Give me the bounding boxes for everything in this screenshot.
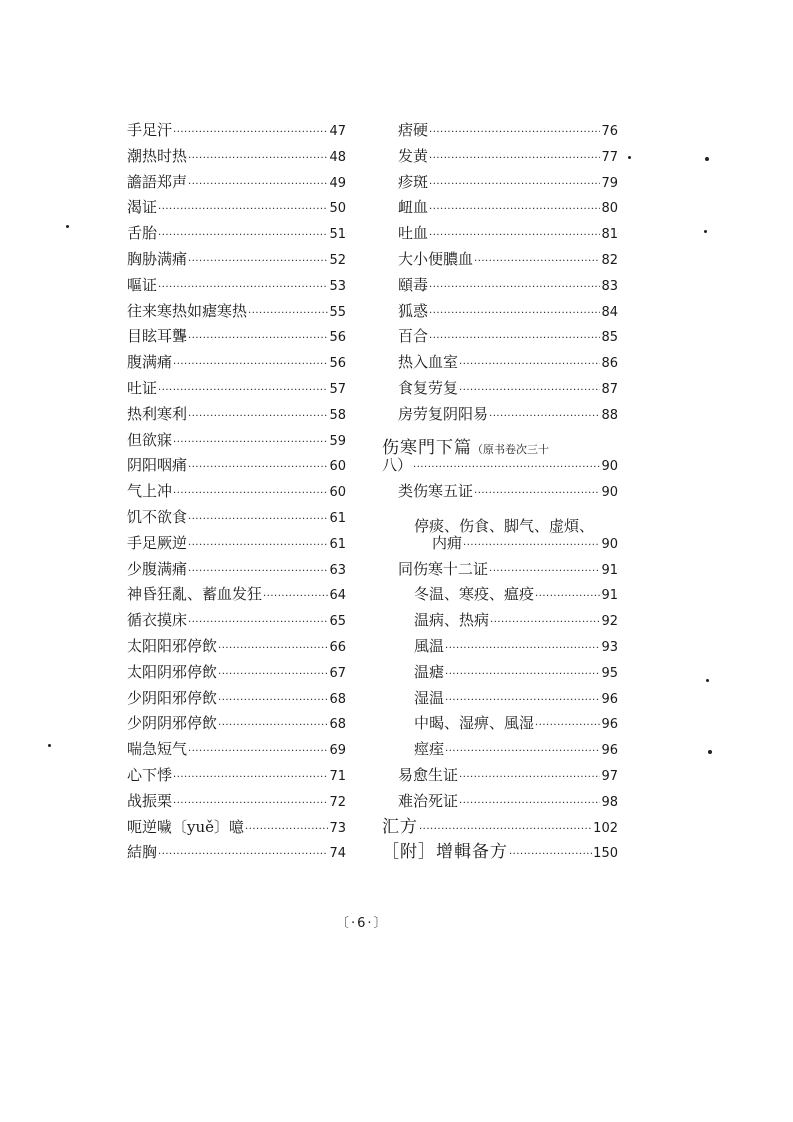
toc-entry-page: 52 xyxy=(329,252,346,268)
toc-entry-page: 65 xyxy=(329,614,346,630)
scan-speck xyxy=(628,156,631,159)
toc-entry-title: 痞硬 xyxy=(398,121,429,139)
dot-leader xyxy=(459,765,600,791)
scan-speck xyxy=(704,230,707,233)
dot-leader xyxy=(188,739,328,765)
toc-entry-title: 发黄 xyxy=(398,146,429,165)
dot-leader xyxy=(595,505,617,531)
dot-leader xyxy=(535,584,600,610)
toc-entry-page: 73 xyxy=(329,820,346,836)
toc-entry-page: 47 xyxy=(329,124,346,139)
dot-leader xyxy=(413,455,600,481)
toc-entry-title: 气上冲 xyxy=(127,482,173,501)
toc-entry-title: 伤寒門下篇 xyxy=(382,438,472,459)
toc-entry-page: 96 xyxy=(601,743,618,759)
toc-entry-title: 目眩耳聾 xyxy=(127,327,188,346)
toc-entry xyxy=(127,557,346,583)
toc-entry-title: 八） xyxy=(382,456,413,475)
toc-entry-page: 71 xyxy=(329,768,346,784)
toc-entry-page: 56 xyxy=(329,356,346,372)
dot-leader xyxy=(429,326,600,352)
dot-leader xyxy=(173,765,328,791)
toc-entry xyxy=(382,170,618,196)
toc-entry xyxy=(382,479,618,505)
toc-entry-title: 大小便膿血 xyxy=(398,249,474,268)
dot-leader xyxy=(158,275,328,301)
dot-leader xyxy=(429,275,600,301)
toc-entry-page: 90 xyxy=(601,459,618,475)
toc-entry-title: 冬温、寒疫、瘟疫 xyxy=(414,585,535,604)
dot-leader xyxy=(429,301,600,327)
toc-entry xyxy=(127,118,346,144)
dot-leader xyxy=(188,455,328,481)
dot-leader xyxy=(445,662,600,688)
toc-entry-page: 74 xyxy=(329,846,346,862)
scan-speck xyxy=(706,679,709,682)
toc-entry xyxy=(127,428,346,454)
toc-entry-title: 衄血 xyxy=(398,198,429,217)
dot-leader xyxy=(173,430,328,456)
toc-entry xyxy=(127,273,346,299)
dot-leader xyxy=(188,610,328,636)
toc-entry xyxy=(127,479,346,505)
toc-entry xyxy=(127,350,346,376)
toc-entry-title: 潮热时热 xyxy=(127,146,188,165)
toc-entry xyxy=(382,118,618,144)
toc-entry-title: 手足厥逆 xyxy=(127,533,188,552)
dot-leader xyxy=(459,378,600,404)
toc-entry-title: 吐证 xyxy=(127,378,158,397)
toc-entry-page: 53 xyxy=(329,278,346,294)
toc-entry-title: 狐惑 xyxy=(398,301,429,320)
toc-entry-title: 神昏狂亂、蓄血发狂 xyxy=(127,585,263,604)
toc-entry-page: 61 xyxy=(329,510,346,526)
toc-entry-title: 呃逆噦〔yuě〕噫 xyxy=(127,817,245,836)
toc-entry-title: 易愈生证 xyxy=(398,765,459,784)
toc-entry xyxy=(127,144,346,170)
toc-entry xyxy=(382,221,618,247)
toc-entry-note: （原书卷次三十 xyxy=(472,443,549,457)
toc-entry-title: 腹满痛 xyxy=(127,353,173,372)
toc-entry-title: 温病、热病 xyxy=(414,611,490,630)
toc-entry-title: 少阴阴邪停飲 xyxy=(127,714,218,733)
dot-leader xyxy=(245,817,328,843)
toc-entry-page: 61 xyxy=(329,536,346,552)
toc-entry xyxy=(382,840,618,866)
toc-entry xyxy=(127,324,346,350)
toc-entry xyxy=(382,402,618,428)
toc-entry xyxy=(382,660,618,686)
toc-entry xyxy=(127,815,346,841)
scan-speck xyxy=(708,750,712,754)
dot-leader xyxy=(158,842,328,868)
toc-entry xyxy=(382,737,618,763)
toc-entry-title: ［附］增輯备方 xyxy=(382,842,508,863)
toc-entry xyxy=(127,763,346,789)
dot-leader xyxy=(188,146,328,172)
dot-leader xyxy=(218,636,328,662)
toc-entry xyxy=(382,582,618,608)
toc-entry-title: 風温 xyxy=(414,636,445,655)
toc-entry-title: 食复劳复 xyxy=(398,378,459,397)
toc-entry xyxy=(127,195,346,221)
toc-entry xyxy=(127,840,346,866)
toc-entry-title: 饥不欲食 xyxy=(127,507,188,526)
dot-leader xyxy=(474,249,600,275)
toc-entry-page: 57 xyxy=(329,381,346,397)
toc-entry-page: 69 xyxy=(329,743,346,759)
toc-entry xyxy=(382,299,618,325)
toc-entry xyxy=(127,582,346,608)
dot-leader xyxy=(188,404,328,430)
toc-entry-page: 90 xyxy=(601,485,618,501)
toc-entry-page: 86 xyxy=(601,356,618,372)
toc-entry-title: 难治死证 xyxy=(398,791,459,810)
toc-entry-page: 79 xyxy=(601,175,618,191)
toc-entry-page: 85 xyxy=(601,330,618,346)
toc-entry-title: 中暍、湿痹、風湿 xyxy=(414,714,535,733)
scan-speck xyxy=(48,744,51,747)
toc-entry-page: 67 xyxy=(329,665,346,681)
toc-entry-page: 92 xyxy=(601,614,618,630)
toc-entry-page: 87 xyxy=(601,381,618,397)
toc-entry-page: 90 xyxy=(601,536,618,552)
scan-speck xyxy=(705,157,709,161)
toc-entry xyxy=(382,144,618,170)
dot-leader xyxy=(248,301,328,327)
toc-entry xyxy=(127,170,346,196)
toc-entry xyxy=(127,376,346,402)
dot-leader xyxy=(218,662,328,688)
toc-entry-page: 64 xyxy=(329,588,346,604)
toc-entry-page: 49 xyxy=(329,175,346,191)
toc-entry-page: 59 xyxy=(329,433,346,449)
dot-leader xyxy=(173,481,328,507)
toc-entry-title: 湿温 xyxy=(414,688,445,707)
toc-entry-page: 88 xyxy=(601,407,618,423)
dot-leader xyxy=(419,817,592,843)
dot-leader xyxy=(218,688,328,714)
toc-entry-title: 舌胎 xyxy=(127,224,158,243)
toc-entry-title: 心下悸 xyxy=(127,765,173,784)
dot-leader xyxy=(173,120,328,146)
toc-entry xyxy=(127,660,346,686)
dot-leader xyxy=(188,507,328,533)
toc-left-column xyxy=(127,118,346,866)
toc-entry xyxy=(382,789,618,815)
toc-entry-title: 手足汗 xyxy=(127,121,173,139)
toc-entry xyxy=(127,711,346,737)
toc-entry-title: 房劳复阴阳易 xyxy=(398,404,489,423)
dot-leader xyxy=(429,223,600,249)
toc-entry xyxy=(382,686,618,712)
toc-entry-title: 但欲寐 xyxy=(127,430,173,449)
toc-entry xyxy=(382,711,618,737)
toc-entry-title: 战振栗 xyxy=(127,791,173,810)
toc-entry-page: 81 xyxy=(601,227,618,243)
toc-entry-page: 91 xyxy=(601,562,618,578)
toc-entry xyxy=(127,505,346,531)
toc-entry-title: 阴阳咽痛 xyxy=(127,456,188,475)
toc-entry xyxy=(127,299,346,325)
toc-entry xyxy=(127,789,346,815)
toc-entry-page: 83 xyxy=(601,278,618,294)
toc-entry xyxy=(127,531,346,557)
dot-leader xyxy=(445,688,600,714)
toc-entry-page: 48 xyxy=(329,149,346,165)
dot-leader xyxy=(509,842,592,868)
toc-entry xyxy=(382,634,618,660)
dot-leader xyxy=(158,378,328,404)
toc-entry-page: 102 xyxy=(593,820,618,836)
toc-entry-page: 150 xyxy=(593,846,618,862)
dot-leader xyxy=(459,352,600,378)
toc-entry xyxy=(127,686,346,712)
toc-entry-title: 嘔证 xyxy=(127,275,158,294)
toc-entry-page: 96 xyxy=(601,691,618,707)
toc-entry-page: 82 xyxy=(601,252,618,268)
toc-entry-title: 譫語郑声 xyxy=(127,172,188,191)
toc-entry xyxy=(382,350,618,376)
toc-entry-title: 热入血室 xyxy=(398,353,459,372)
toc-entry-page: 93 xyxy=(601,639,618,655)
dot-leader xyxy=(489,404,600,430)
toc-entry-page: 55 xyxy=(329,304,346,320)
toc-entry-page: 63 xyxy=(329,562,346,578)
dot-leader xyxy=(158,197,328,223)
toc-entry-title: 百合 xyxy=(398,327,429,346)
scan-speck xyxy=(66,225,69,228)
toc-entry-page: 51 xyxy=(329,227,346,243)
dot-leader xyxy=(463,533,600,559)
toc-entry-page: 95 xyxy=(601,665,618,681)
toc-entry-page: 72 xyxy=(329,794,346,810)
toc-entry-page: 91 xyxy=(601,588,618,604)
toc-entry xyxy=(382,815,618,841)
toc-entry-page: 60 xyxy=(329,459,346,475)
toc-entry-title: 喘急短气 xyxy=(127,740,188,759)
toc-entry-page: 66 xyxy=(329,639,346,655)
toc-entry xyxy=(382,763,618,789)
toc-entry-title: 内痈 xyxy=(432,533,463,552)
toc-entry-title: 循衣摸床 xyxy=(127,611,188,630)
dot-leader xyxy=(429,197,600,223)
toc-entry-title: 类伤寒五证 xyxy=(398,482,474,501)
toc-entry-title: 太阳阳邪停飲 xyxy=(127,636,218,655)
toc-entry xyxy=(127,402,346,428)
toc-entry-title: 痙痓 xyxy=(414,740,445,759)
toc-entry-page: 56 xyxy=(329,330,346,346)
dot-leader xyxy=(173,791,328,817)
toc-entry-title: 少阴阳邪停飲 xyxy=(127,688,218,707)
toc-entry xyxy=(382,273,618,299)
dot-leader xyxy=(474,481,600,507)
toc-entry-title: 疹斑 xyxy=(398,172,429,191)
toc-entry-title: 停痰、伤食、脚气、虚煩、 xyxy=(414,516,595,535)
dot-leader xyxy=(445,739,600,765)
dot-leader xyxy=(188,249,328,275)
toc-entry-page: 98 xyxy=(601,794,618,810)
toc-entry-page: 96 xyxy=(601,717,618,733)
toc-right-column xyxy=(382,118,618,866)
dot-leader xyxy=(158,223,328,249)
toc-entry-title: 少腹满痛 xyxy=(127,559,188,578)
dot-leader xyxy=(218,713,328,739)
dot-leader xyxy=(459,791,600,817)
toc-entry xyxy=(127,453,346,479)
toc-entry xyxy=(127,247,346,273)
dot-leader xyxy=(188,559,328,585)
toc-entry-page: 97 xyxy=(601,768,618,784)
toc-entry-title: 汇方 xyxy=(382,816,418,837)
toc-entry xyxy=(127,221,346,247)
toc-entry xyxy=(382,557,618,583)
toc-entry-page: 80 xyxy=(601,201,618,217)
toc-entry-title: 往来寒热如瘧寒热 xyxy=(127,301,248,320)
toc-entry-title: 同伤寒十二证 xyxy=(398,559,489,578)
toc-entry xyxy=(382,376,618,402)
toc-entry xyxy=(382,453,618,479)
toc-entry xyxy=(127,634,346,660)
toc-entry-page: 68 xyxy=(329,691,346,707)
dot-leader xyxy=(188,172,328,198)
toc-entry xyxy=(382,608,618,634)
toc-entry-title: 渴证 xyxy=(127,198,158,217)
dot-leader xyxy=(429,172,600,198)
dot-leader xyxy=(263,584,328,610)
toc-entry-page: 50 xyxy=(329,201,346,217)
dot-leader xyxy=(535,713,600,739)
dot-leader xyxy=(173,352,328,378)
dot-leader xyxy=(188,326,328,352)
dot-leader xyxy=(550,428,617,454)
toc-entry-title: 热利寒利 xyxy=(127,404,188,423)
toc-entry-page: 68 xyxy=(329,717,346,733)
dot-leader xyxy=(429,146,600,172)
toc-entry xyxy=(382,195,618,221)
toc-entry xyxy=(127,608,346,634)
toc-entry xyxy=(382,428,618,459)
toc-entry xyxy=(127,737,346,763)
page-number: 〔·6·〕 xyxy=(336,916,389,931)
toc-entry-title: 結胸 xyxy=(127,843,158,862)
toc-entry-title: 吐血 xyxy=(398,224,429,243)
toc-entry-page: 60 xyxy=(329,485,346,501)
toc-entry-title: 太阳阴邪停飲 xyxy=(127,662,218,681)
toc-entry-page: 84 xyxy=(601,304,618,320)
dot-leader xyxy=(188,533,328,559)
toc-entry xyxy=(382,324,618,350)
toc-entry-page: 77 xyxy=(601,149,618,165)
dot-leader xyxy=(445,636,600,662)
toc-entry xyxy=(382,247,618,273)
toc-entry-title: 胸胁满痛 xyxy=(127,249,188,268)
toc-entry-page: 76 xyxy=(601,124,618,139)
toc-entry xyxy=(382,505,618,535)
toc-entry-page: 58 xyxy=(329,407,346,423)
dot-leader xyxy=(429,120,600,146)
toc-entry-title: 頤毒 xyxy=(398,275,429,294)
toc-entry-title: 温瘧 xyxy=(414,662,445,681)
dot-leader xyxy=(490,610,600,636)
dot-leader xyxy=(489,559,600,585)
